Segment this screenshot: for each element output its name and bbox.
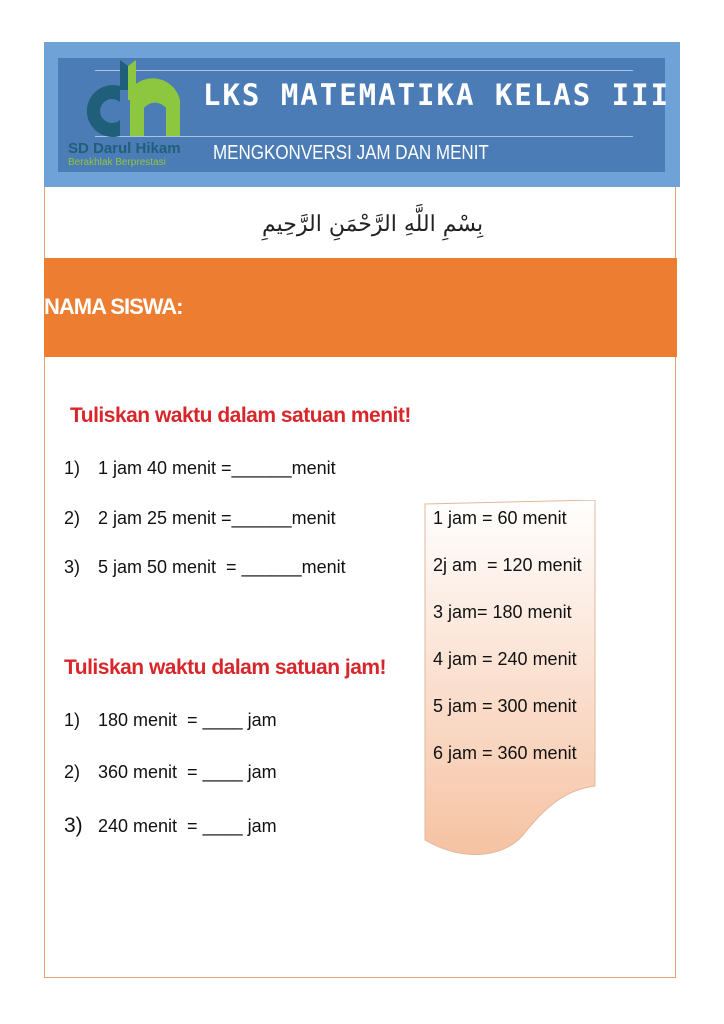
reference-item: 1 jam = 60 menit <box>433 508 567 528</box>
bismillah-calligraphy: بِسْمِ اللَّهِ الرَّحْمَنِ الرَّحِيمِ <box>262 212 484 237</box>
reference-item: 2j am = 120 menit <box>433 555 582 575</box>
reference-item: 4 jam = 240 menit <box>433 649 577 669</box>
section2-heading: Tuliskan waktu dalam satuan jam! <box>64 656 387 679</box>
student-name-label: NAMA SISWA: <box>44 294 183 319</box>
reference-item: 6 jam = 360 menit <box>433 743 577 763</box>
question <box>64 557 346 578</box>
question-number: 3) <box>64 814 83 837</box>
section1-heading: Tuliskan waktu dalam satuan menit! <box>70 404 411 427</box>
question <box>64 458 336 479</box>
school-motto: Berakhlak Berprestasi <box>68 157 166 168</box>
reference-item: 5 jam = 300 menit <box>433 696 577 716</box>
question-text: 2 jam 25 menit =______menit <box>98 508 336 528</box>
question-text: 1 jam 40 menit =______menit <box>98 458 336 478</box>
question <box>64 710 277 731</box>
question <box>64 762 277 783</box>
school-logo <box>80 60 184 138</box>
reference-item: 3 jam= 180 menit <box>433 602 572 622</box>
question <box>64 508 336 529</box>
worksheet-subtitle: MENGKONVERSI JAM DAN MENIT <box>213 142 489 164</box>
worksheet-title: LKS MATEMATIKA KELAS III <box>203 78 671 112</box>
question-number: 1) <box>64 710 81 730</box>
question-number: 2) <box>64 508 81 528</box>
question-text: 240 menit = ____ jam <box>98 816 277 836</box>
question-number: 3) <box>64 557 81 577</box>
question-text: 360 menit = ____ jam <box>98 762 277 782</box>
question-number: 1) <box>64 458 81 478</box>
question-text: 180 menit = ____ jam <box>98 710 277 730</box>
question-text: 5 jam 50 menit = ______menit <box>98 557 346 577</box>
reference-note <box>423 500 597 860</box>
school-name: SD Darul Hikam <box>68 140 181 157</box>
question-number: 2) <box>64 762 81 782</box>
question <box>64 814 277 838</box>
